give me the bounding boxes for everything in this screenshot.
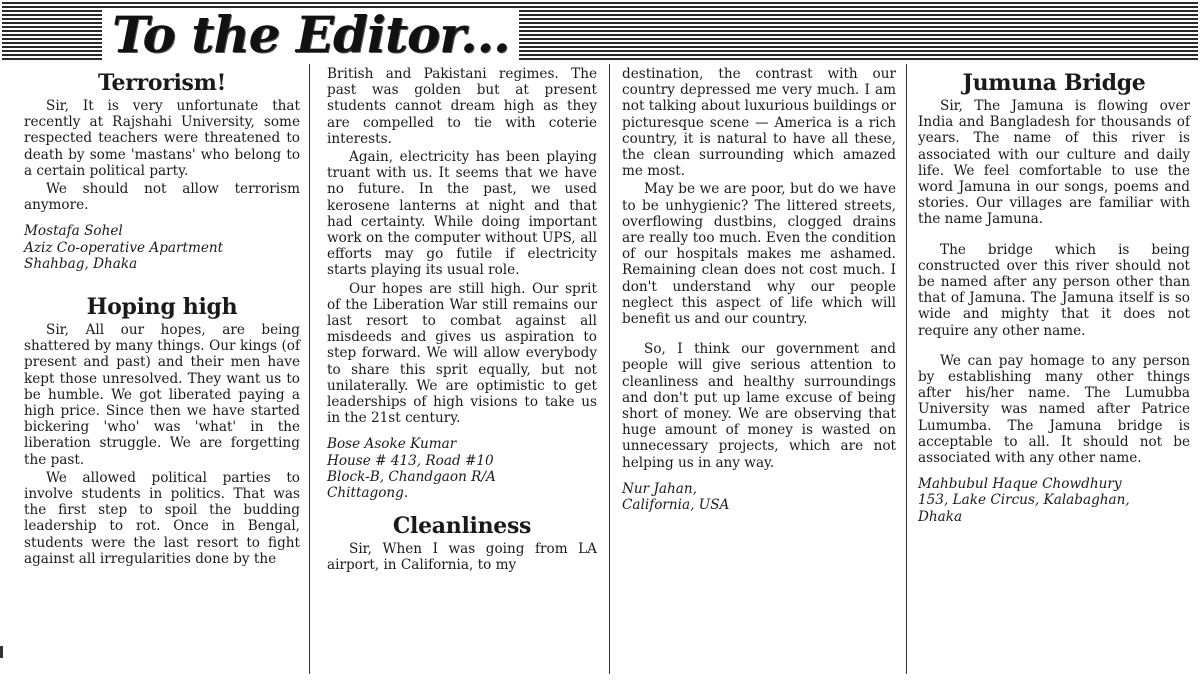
column-4	[918, 66, 1190, 525]
letter-paragraph: We allowed political parties to involve students in politics. That was the first step to spoil the budding leadership to rot. Once in Bengal, students were the last resort to fight against all irregularities done by the	[24, 469, 300, 567]
column-rule	[906, 64, 907, 674]
column-rule	[309, 64, 310, 674]
letter-paragraph: Sir, When I was going from LA airport, in California, to my	[327, 541, 597, 574]
letter-paragraph: May be we are poor, but do we have to be unhygienic? The littered streets, overflowing dustbins, clogged drains are really too much. Even the condition of our hospitals makes me ashamed. Remaining clean does not cost much. I don't understand why our people neglect this aspect of life which will benefit us and our country.	[622, 181, 896, 328]
letter-paragraph: British and Pakistani regimes. The past was golden but at present students cannot dream high as they are compelled to tie with coterie interests.	[327, 66, 597, 147]
signature-address: Shahbag, Dhaka	[24, 255, 138, 272]
letter-headline: Cleanliness	[392, 513, 532, 540]
letter-signature	[918, 476, 1190, 525]
signature-address: 153, Lake Circus, Kalabaghan,	[918, 492, 1130, 509]
section-title: To the Editor...	[102, 8, 519, 62]
column-3	[622, 66, 896, 513]
letter-paragraph: So, I think our government and people will give serious attention to cleanliness and healthy surroundings and don't put up lame excuse of being short of money. We are observing that huge amount of money is wasted on unnecessary projects, which are not helping us in any way.	[622, 341, 896, 471]
letter-headline: Terrorism!	[98, 70, 226, 96]
letter-paragraph: We should not allow terrorism anymore.	[24, 181, 300, 214]
signature-address: Chittagong.	[327, 485, 409, 502]
letter-paragraph: We can pay homage to any person by establishing many other things after his/her name. The Lumubba University was named after Patrice Lumumba. The Jamuna bridge is acceptable to all. It should not be associated with any other name.	[918, 352, 1190, 467]
masthead-banner	[2, 2, 1198, 64]
letter-signature	[24, 223, 300, 272]
signature-name: Bose Asoke Kumar	[327, 436, 457, 453]
letter-paragraph: Again, electricity has been playing truant with us. It seems that we have no future. In the past, we used kerosene lanterns at night and that had certainty. While doing important work on the computer without UPS, all efforts may go futile if electricity starts playing its usual role.	[327, 149, 597, 279]
signature-address: Block-B, Chandgaon R/A	[327, 468, 496, 485]
signature-address: Dhaka	[918, 508, 963, 525]
letter-signature	[622, 481, 896, 513]
letter-paragraph: Sir, All our hopes, are being shattered by many things. Our kings (of present and past) and their men have kept those unresolved. They want us to be humble. We got liberated paying a high price. Since then we have started bickering 'who' was 'what' in the liberation struggle. We are forgetting the past.	[24, 322, 300, 468]
letter-paragraph: The bridge which is being constructed over this river should not be named after any person other than that of Jamuna. The Jamuna itself is so wide and mighty that it does not require any other name.	[918, 241, 1190, 339]
letter-signature	[327, 436, 597, 501]
column-rule	[609, 64, 610, 674]
letter-headline: Jumuna Bridge	[962, 70, 1146, 96]
signature-address: California, USA	[622, 497, 730, 514]
letter-paragraph: Our hopes are still high. Our sprit of the Liberation War still remains our last resort to combat against all misdeeds and gives us aspiration to step forward. We will allow everybody to share this sprit equally, but not unilaterally. We are optimistic to get leaderships of high visions to take us in the 21st century.	[327, 280, 597, 427]
signature-name: Nur Jahan,	[622, 480, 697, 497]
letter-headline: Hoping high	[86, 294, 238, 321]
letter-paragraph: Sir, The Jamuna is flowing over India and Bangladesh for thousands of years. The name of this river is associated with our culture and daily life. We feel comfortable to use the word Jamuna in our songs, poems and stories. Our villages are familiar with the name Jamuna.	[918, 98, 1190, 228]
column-1	[24, 66, 300, 567]
signature-name: Mahbubul Haque Chowdhury	[918, 476, 1122, 493]
letter-paragraph: destination, the contrast with our country depressed me very much. I am not talking about luxurious buildings or picturesque scene — America is a rich country, it is natural to have all these, the clean surrounding which amazed me most.	[622, 66, 896, 180]
signature-name: Mostafa Sohel	[24, 223, 123, 240]
signature-address: House # 413, Road #10	[327, 452, 494, 469]
margin-mark	[0, 646, 3, 658]
signature-address: Aziz Co-operative Apartment	[24, 239, 224, 256]
letter-paragraph: Sir, It is very unfortunate that recently at Rajshahi University, some respected teachers were threatened to death by some 'mastans' who belong to a certain political party.	[24, 98, 300, 179]
column-2	[327, 66, 597, 574]
